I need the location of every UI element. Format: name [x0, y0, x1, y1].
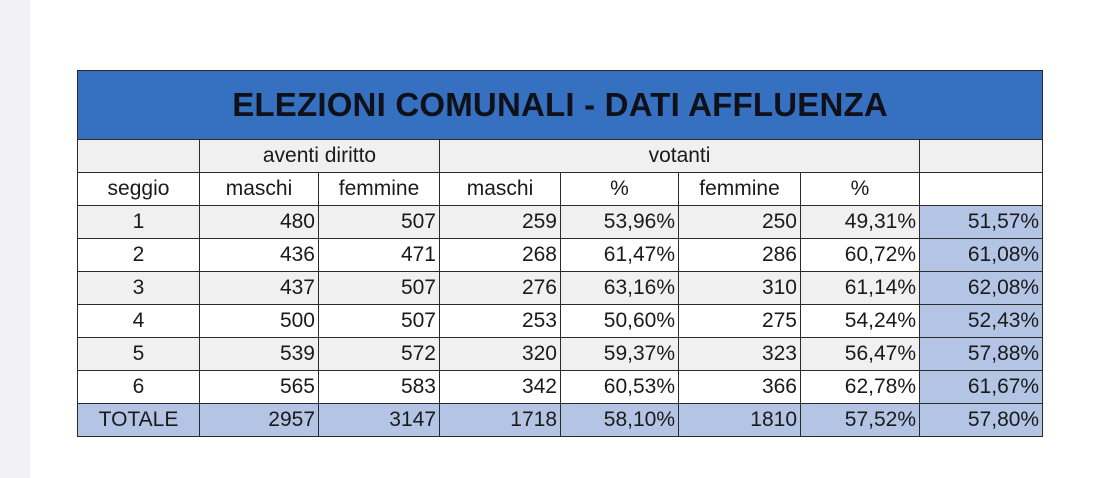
perc-maschi-cell: 60,53% [561, 371, 679, 404]
votanti-maschi-cell: 253 [440, 305, 561, 338]
votanti-maschi-cell: 342 [440, 371, 561, 404]
table-row [78, 272, 1043, 305]
table-row [78, 305, 1043, 338]
seggio-cell: 2 [78, 239, 200, 272]
votanti-femmine-cell: 323 [679, 338, 801, 371]
table-row [78, 338, 1043, 371]
total-perc-femmine: 57,52% [801, 404, 920, 437]
perc-maschi-cell: 63,16% [561, 272, 679, 305]
perc-maschi-cell: 50,60% [561, 305, 679, 338]
header-aventi-diritto: aventi diritto [200, 140, 440, 173]
perc-maschi-cell: 53,96% [561, 206, 679, 239]
header-votanti: votanti [440, 140, 920, 173]
perc-femmine-cell: 61,14% [801, 272, 920, 305]
perc-totale-cell: 61,67% [920, 371, 1043, 404]
seggio-cell: 1 [78, 206, 200, 239]
header-empty-cell [78, 140, 200, 173]
perc-totale-cell: 62,08% [920, 272, 1043, 305]
table-row [78, 371, 1043, 404]
header-perc-femmine: % [801, 173, 920, 206]
total-row [78, 404, 1043, 437]
aventi-maschi-cell: 437 [200, 272, 319, 305]
aventi-femmine-cell: 583 [319, 371, 440, 404]
header-empty-cell [920, 140, 1043, 173]
perc-femmine-cell: 60,72% [801, 239, 920, 272]
table-row [78, 239, 1043, 272]
total-perc-maschi: 58,10% [561, 404, 679, 437]
votanti-maschi-cell: 268 [440, 239, 561, 272]
total-aventi-femmine: 3147 [319, 404, 440, 437]
aventi-maschi-cell: 565 [200, 371, 319, 404]
header-votanti-femmine: femmine [679, 173, 801, 206]
total-votanti-maschi: 1718 [440, 404, 561, 437]
votanti-femmine-cell: 250 [679, 206, 801, 239]
perc-totale-cell: 61,08% [920, 239, 1043, 272]
aventi-maschi-cell: 436 [200, 239, 319, 272]
aventi-maschi-cell: 480 [200, 206, 319, 239]
total-aventi-maschi: 2957 [200, 404, 319, 437]
votanti-femmine-cell: 286 [679, 239, 801, 272]
votanti-femmine-cell: 310 [679, 272, 801, 305]
perc-maschi-cell: 61,47% [561, 239, 679, 272]
perc-totale-cell: 57,88% [920, 338, 1043, 371]
header-seggio: seggio [78, 173, 200, 206]
aventi-femmine-cell: 507 [319, 206, 440, 239]
aventi-maschi-cell: 539 [200, 338, 319, 371]
seggio-cell: 5 [78, 338, 200, 371]
perc-femmine-cell: 56,47% [801, 338, 920, 371]
votanti-maschi-cell: 259 [440, 206, 561, 239]
perc-femmine-cell: 62,78% [801, 371, 920, 404]
votanti-maschi-cell: 276 [440, 272, 561, 305]
group-header-row [78, 140, 1043, 173]
table-row [78, 206, 1043, 239]
votanti-femmine-cell: 275 [679, 305, 801, 338]
perc-femmine-cell: 49,31% [801, 206, 920, 239]
total-votanti-femmine: 1810 [679, 404, 801, 437]
seggio-cell: 3 [78, 272, 200, 305]
aventi-femmine-cell: 507 [319, 272, 440, 305]
header-empty-cell [920, 173, 1043, 206]
votanti-femmine-cell: 366 [679, 371, 801, 404]
aventi-femmine-cell: 471 [319, 239, 440, 272]
perc-totale-cell: 52,43% [920, 305, 1043, 338]
aventi-maschi-cell: 500 [200, 305, 319, 338]
seggio-cell: 4 [78, 305, 200, 338]
seggio-cell: 6 [78, 371, 200, 404]
table-title: ELEZIONI COMUNALI - DATI AFFLUENZA [78, 71, 1043, 140]
turnout-table [77, 70, 1043, 437]
aventi-femmine-cell: 572 [319, 338, 440, 371]
perc-maschi-cell: 59,37% [561, 338, 679, 371]
perc-totale-cell: 51,57% [920, 206, 1043, 239]
aventi-femmine-cell: 507 [319, 305, 440, 338]
votanti-maschi-cell: 320 [440, 338, 561, 371]
header-aventi-maschi: maschi [200, 173, 319, 206]
total-perc-totale: 57,80% [920, 404, 1043, 437]
header-aventi-femmine: femmine [319, 173, 440, 206]
column-header-row [78, 173, 1043, 206]
header-votanti-maschi: maschi [440, 173, 561, 206]
header-perc-maschi: % [561, 173, 679, 206]
perc-femmine-cell: 54,24% [801, 305, 920, 338]
total-label: TOTALE [78, 404, 200, 437]
